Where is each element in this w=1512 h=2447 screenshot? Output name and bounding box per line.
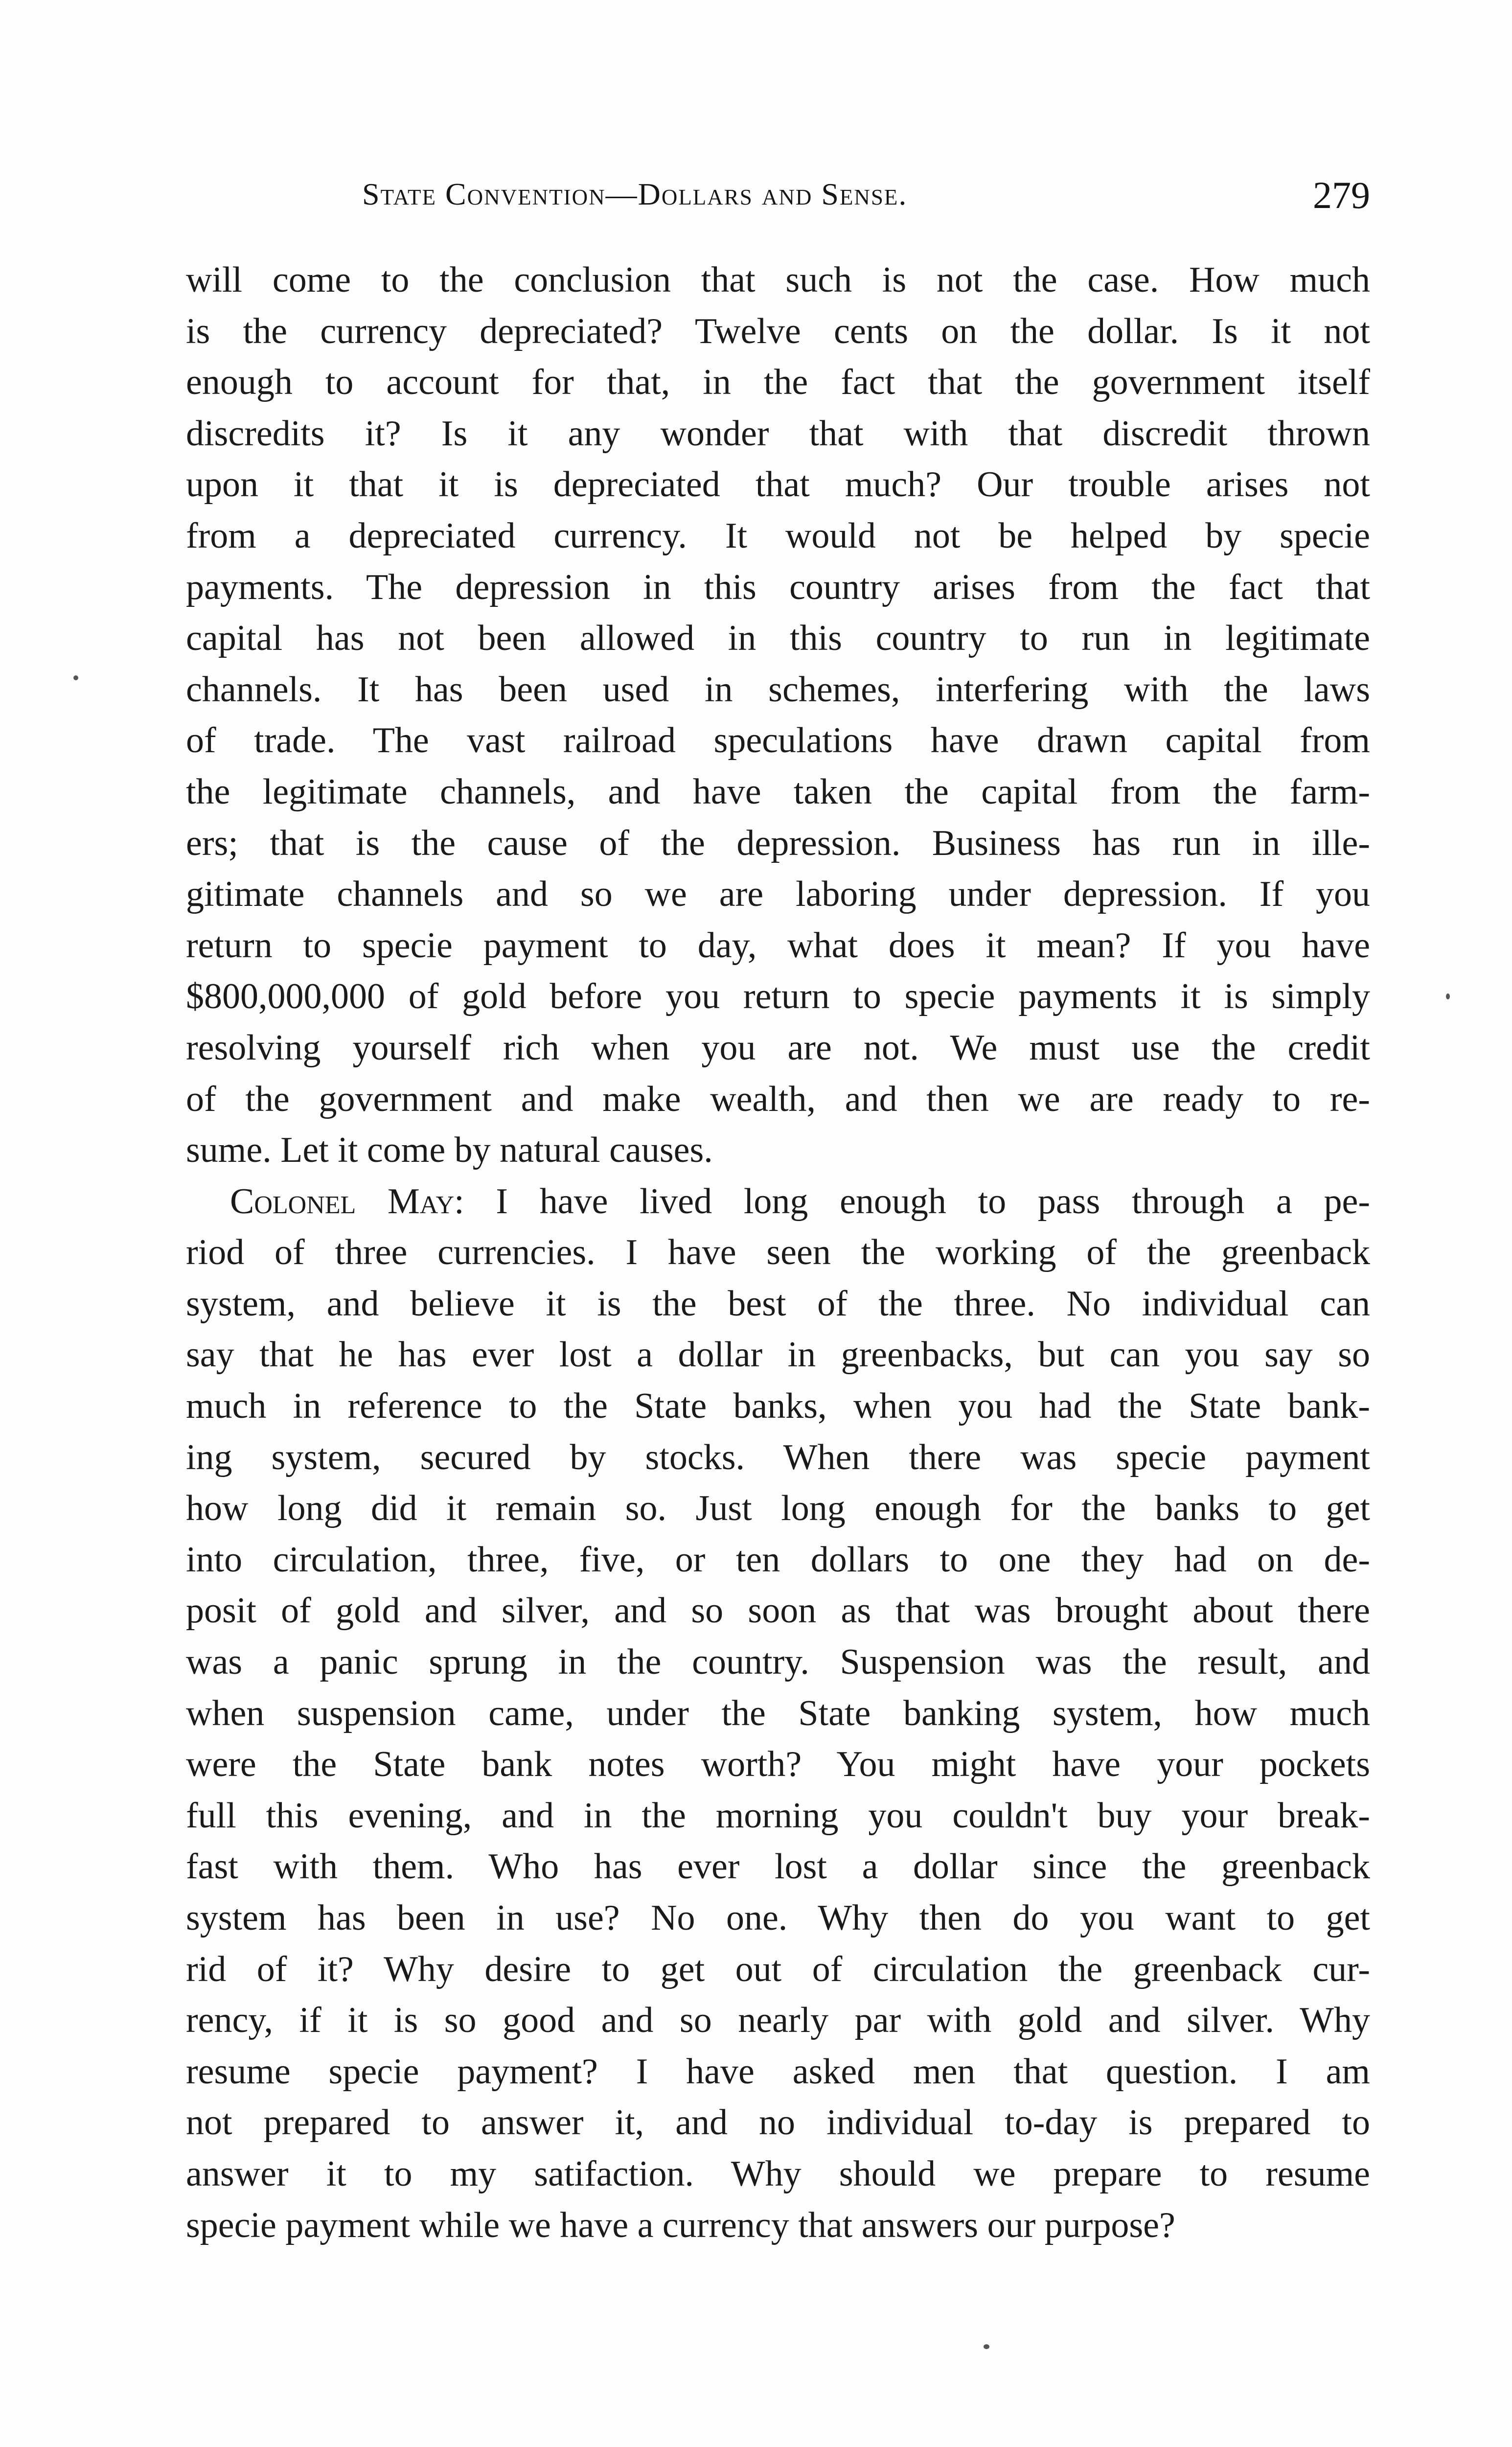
speaker-name: Colonel May: [230, 1181, 464, 1222]
text-line: system has been in use? No one. Why then do you want to get [186, 1898, 1370, 1938]
body-text [186, 254, 1370, 2251]
text-line: ing system, secured by stocks. When there was specie payment [186, 1437, 1370, 1477]
text-line: resolving yourself rich when you are not. We must use the credit [186, 1027, 1370, 1068]
text-line: specie payment while we have a currency that answers our purpose? [186, 2205, 1175, 2245]
text-line: posit of gold and silver, and so soon as that was brought about there [186, 1591, 1370, 1631]
text-line: gitimate channels and so we are laboring under depression. If you [186, 874, 1370, 915]
text-line: when suspension came, under the State banking system, how much [186, 1693, 1370, 1733]
text-line: full this evening, and in the morning you couldn't buy your break- [186, 1795, 1370, 1836]
text-line: is the currency depreciated? Twelve cents on the dollar. Is it not [186, 311, 1370, 351]
text-line: fast with them. Who has ever lost a dollar since the greenback [186, 1847, 1370, 1887]
page-header [186, 176, 1370, 235]
text-line: upon it that it is depreciated that much? Our trouble arises not [186, 464, 1370, 505]
paragraph-1 [186, 254, 1370, 1176]
text-line: answer it to my satifaction. Why should we prepare to resume [186, 2153, 1370, 2194]
text-line: ers; that is the cause of the depression. Business has run in ille- [186, 823, 1370, 863]
text-line: were the State bank notes worth? You might have your pockets [186, 1744, 1370, 1785]
text-line: much in reference to the State banks, when you had the State bank- [186, 1386, 1370, 1427]
text-line: channels. It has been used in schemes, interfering with the laws [186, 669, 1370, 710]
text-line: enough to account for that, in the fact that the government itself [186, 362, 1370, 403]
text-line: sume. Let it come by natural causes. [186, 1130, 713, 1171]
text-line: will come to the conclusion that such is not the case. How much [186, 260, 1370, 300]
text-line: riod of three currencies. I have seen the working of the greenback [186, 1232, 1370, 1273]
text-line: rid of it? Why desire to get out of circulation the greenback cur- [186, 1949, 1370, 1989]
text-line: system, and believe it is the best of the three. No individual can [186, 1283, 1370, 1324]
text-line: rency, if it is so good and so nearly par with gold and silver. Why [186, 2000, 1370, 2041]
running-title: State Convention—Dollars and Sense. [362, 177, 908, 211]
speaker-line-text: I have lived long enough to pass through a pe- [464, 1181, 1370, 1222]
scan-speck [73, 675, 78, 680]
text-line: of trade. The vast railroad speculations have drawn capital from [186, 720, 1370, 761]
scan-speck [984, 2344, 989, 2349]
page-number: 279 [1313, 174, 1370, 216]
speaker-line [186, 1176, 1370, 1227]
text-line: return to specie payment to day, what does it mean? If you have [186, 925, 1370, 966]
text-line: say that he has ever lost a dollar in greenbacks, but can you say so [186, 1335, 1370, 1375]
text-line: resume specie payment? I have asked men that question. I am [186, 2051, 1370, 2092]
text-line: capital has not been allowed in this country to run in legitimate [186, 618, 1370, 659]
text-line: $800,000,000 of gold before you return to specie payments it is simply [186, 976, 1370, 1017]
text-line: was a panic sprung in the country. Suspension was the result, and [186, 1642, 1370, 1683]
text-line: how long did it remain so. Just long enough for the banks to get [186, 1488, 1370, 1529]
paragraph-2 [186, 1176, 1370, 2251]
text-line: payments. The depression in this country arises from the fact that [186, 567, 1370, 607]
text-line: from a depreciated currency. It would not be helped by specie [186, 515, 1370, 556]
text-line: not prepared to answer it, and no individual to-day is prepared to [186, 2102, 1370, 2143]
text-line: discredits it? Is it any wonder that with that discredit thrown [186, 413, 1370, 454]
text-line: the legitimate channels, and have taken the capital from the farm- [186, 771, 1370, 812]
scan-speck [1446, 993, 1450, 999]
text-line: into circulation, three, five, or ten dollars to one they had on de- [186, 1539, 1370, 1580]
text-line: of the government and make wealth, and then we are ready to re- [186, 1079, 1370, 1119]
